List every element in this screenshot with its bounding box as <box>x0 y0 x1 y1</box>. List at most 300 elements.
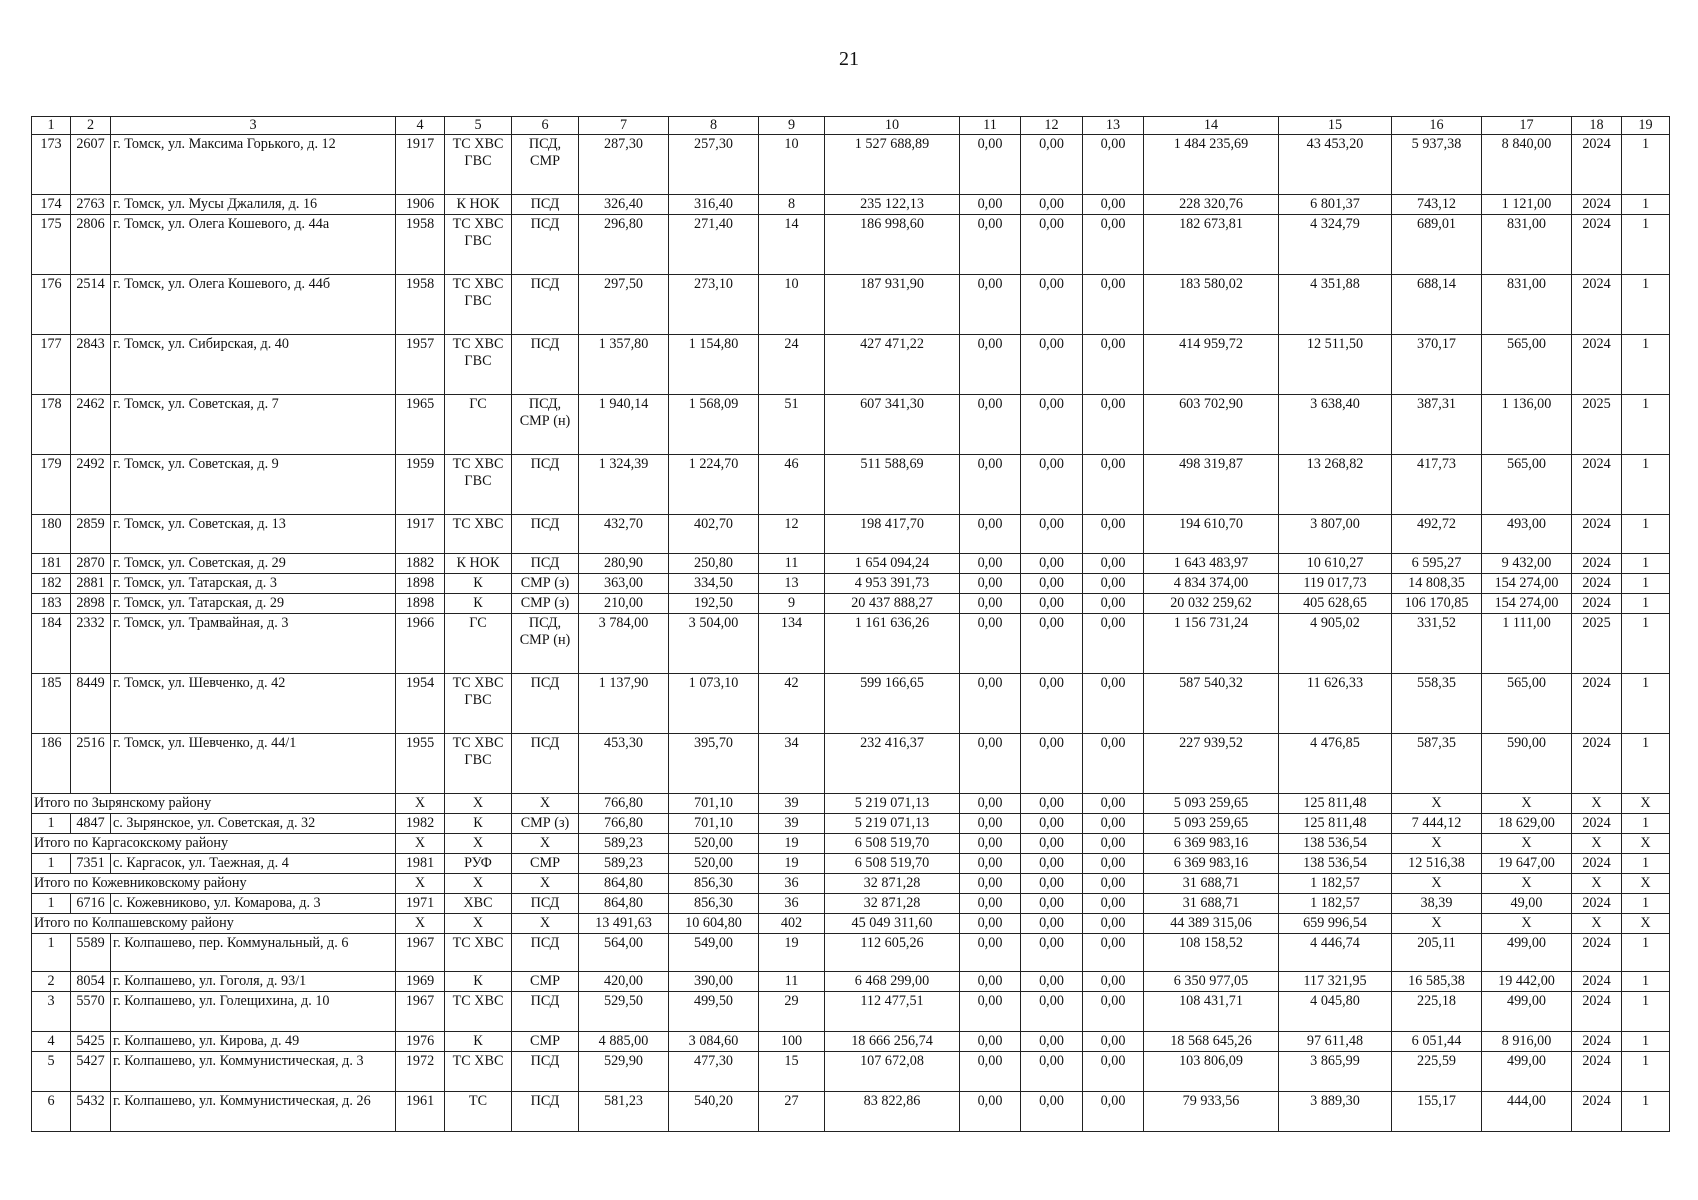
cell-col-11: 0,00 <box>960 972 1021 992</box>
cell-col-4: 1967 <box>396 934 445 972</box>
district-total-label: Итого по Зырянскому району <box>32 794 396 814</box>
column-number-13: 13 <box>1083 117 1144 135</box>
cell-col-18: 2024 <box>1572 734 1622 794</box>
cell-col-7: 529,90 <box>579 1052 669 1092</box>
cell-col-8: 402,70 <box>669 515 759 554</box>
column-number-9: 9 <box>759 117 825 135</box>
cell-col-18: 2024 <box>1572 195 1622 215</box>
cell-col-9: 34 <box>759 734 825 794</box>
cell-col-15: 12 511,50 <box>1279 335 1392 395</box>
cell-col-9: 19 <box>759 854 825 874</box>
district-total-row <box>32 874 1670 894</box>
cell-col-18: 2024 <box>1572 335 1622 395</box>
cell-col-13: 0,00 <box>1083 992 1144 1032</box>
cell-col-16: X <box>1392 794 1482 814</box>
cell-col-2: 5589 <box>71 934 111 972</box>
cell-col-6: ПСД, СМР (н) <box>512 614 579 674</box>
cell-col-4: 1981 <box>396 854 445 874</box>
cell-col-16: 689,01 <box>1392 215 1482 275</box>
cell-col-16: 370,17 <box>1392 335 1482 395</box>
cell-col-5: ТС ХВС ГВС <box>445 135 512 195</box>
cell-col-7: 296,80 <box>579 215 669 275</box>
cell-col-4: 1958 <box>396 215 445 275</box>
cell-col-15: 117 321,95 <box>1279 972 1392 992</box>
cell-col-1: 1 <box>32 854 71 874</box>
cell-col-12: 0,00 <box>1021 275 1083 335</box>
cell-col-15: 1 182,57 <box>1279 874 1392 894</box>
cell-col-17: X <box>1482 914 1572 934</box>
table-header <box>32 117 1670 135</box>
cell-col-17: 565,00 <box>1482 455 1572 515</box>
cell-col-2: 2843 <box>71 335 111 395</box>
cell-col-9: 11 <box>759 554 825 574</box>
cell-col-13: 0,00 <box>1083 972 1144 992</box>
cell-col-2: 4847 <box>71 814 111 834</box>
cell-col-16: X <box>1392 914 1482 934</box>
cell-col-19: 1 <box>1622 135 1670 195</box>
cell-col-14: 44 389 315,06 <box>1144 914 1279 934</box>
cell-col-9: 24 <box>759 335 825 395</box>
cell-col-8: 250,80 <box>669 554 759 574</box>
cell-col-9: 36 <box>759 874 825 894</box>
cell-col-11: 0,00 <box>960 934 1021 972</box>
cell-col-17: 1 121,00 <box>1482 195 1572 215</box>
cell-col-4: X <box>396 834 445 854</box>
cell-col-1: 184 <box>32 614 71 674</box>
cell-col-19: 1 <box>1622 395 1670 455</box>
cell-col-4: 1965 <box>396 395 445 455</box>
cell-col-3: г. Колпашево, ул. Гоголя, д. 93/1 <box>111 972 396 992</box>
column-number-14: 14 <box>1144 117 1279 135</box>
cell-col-9: 39 <box>759 814 825 834</box>
table-row <box>32 972 1670 992</box>
cell-col-12: 0,00 <box>1021 834 1083 854</box>
cell-col-4: 1917 <box>396 515 445 554</box>
cell-col-9: 134 <box>759 614 825 674</box>
cell-col-15: 3 889,30 <box>1279 1092 1392 1132</box>
page-number: 21 <box>839 48 859 70</box>
cell-col-16: 225,59 <box>1392 1052 1482 1092</box>
cell-col-7: 589,23 <box>579 854 669 874</box>
cell-col-12: 0,00 <box>1021 914 1083 934</box>
cell-col-1: 4 <box>32 1032 71 1052</box>
cell-col-19: 1 <box>1622 1052 1670 1092</box>
cell-col-15: 4 351,88 <box>1279 275 1392 335</box>
cell-col-14: 5 093 259,65 <box>1144 794 1279 814</box>
cell-col-5: ТС ХВС <box>445 1052 512 1092</box>
cell-col-5: X <box>445 914 512 934</box>
cell-col-13: 0,00 <box>1083 195 1144 215</box>
cell-col-12: 0,00 <box>1021 335 1083 395</box>
cell-col-5: X <box>445 834 512 854</box>
cell-col-14: 228 320,76 <box>1144 195 1279 215</box>
column-number-5: 5 <box>445 117 512 135</box>
cell-col-14: 103 806,09 <box>1144 1052 1279 1092</box>
cell-col-11: 0,00 <box>960 1052 1021 1092</box>
cell-col-17: 1 136,00 <box>1482 395 1572 455</box>
cell-col-9: 402 <box>759 914 825 934</box>
cell-col-6: ПСД <box>512 1092 579 1132</box>
cell-col-15: 4 324,79 <box>1279 215 1392 275</box>
cell-col-11: 0,00 <box>960 594 1021 614</box>
cell-col-7: 280,90 <box>579 554 669 574</box>
cell-col-6: X <box>512 834 579 854</box>
column-number-6: 6 <box>512 117 579 135</box>
table-row <box>32 992 1670 1032</box>
cell-col-7: 3 784,00 <box>579 614 669 674</box>
cell-col-18: 2024 <box>1572 275 1622 335</box>
cell-col-16: 7 444,12 <box>1392 814 1482 834</box>
cell-col-14: 4 834 374,00 <box>1144 574 1279 594</box>
cell-col-7: 864,80 <box>579 894 669 914</box>
cell-col-11: 0,00 <box>960 674 1021 734</box>
cell-col-8: 10 604,80 <box>669 914 759 934</box>
cell-col-13: 0,00 <box>1083 1032 1144 1052</box>
cell-col-15: 125 811,48 <box>1279 814 1392 834</box>
cell-col-8: 3 504,00 <box>669 614 759 674</box>
cell-col-18: 2024 <box>1572 814 1622 834</box>
district-total-label: Итого по Колпашевскому району <box>32 914 396 934</box>
cell-col-10: 232 416,37 <box>825 734 960 794</box>
table-row <box>32 395 1670 455</box>
cell-col-17: 1 111,00 <box>1482 614 1572 674</box>
cell-col-8: 271,40 <box>669 215 759 275</box>
table-row <box>32 515 1670 554</box>
cell-col-17: 18 629,00 <box>1482 814 1572 834</box>
table-row <box>32 135 1670 195</box>
cell-col-13: 0,00 <box>1083 814 1144 834</box>
cell-col-11: 0,00 <box>960 215 1021 275</box>
cell-col-12: 0,00 <box>1021 992 1083 1032</box>
cell-col-2: 2859 <box>71 515 111 554</box>
cell-col-10: 1 527 688,89 <box>825 135 960 195</box>
table-row <box>32 195 1670 215</box>
cell-col-15: 4 045,80 <box>1279 992 1392 1032</box>
cell-col-18: 2024 <box>1572 215 1622 275</box>
cell-col-17: 493,00 <box>1482 515 1572 554</box>
cell-col-9: 8 <box>759 195 825 215</box>
cell-col-2: 2332 <box>71 614 111 674</box>
cell-col-14: 6 369 983,16 <box>1144 854 1279 874</box>
cell-col-1: 179 <box>32 455 71 515</box>
cell-col-16: 417,73 <box>1392 455 1482 515</box>
cell-col-16: 688,14 <box>1392 275 1482 335</box>
cell-col-12: 0,00 <box>1021 1092 1083 1132</box>
column-number-10: 10 <box>825 117 960 135</box>
cell-col-12: 0,00 <box>1021 934 1083 972</box>
cell-col-8: 1 154,80 <box>669 335 759 395</box>
table-row <box>32 215 1670 275</box>
cell-col-2: 5570 <box>71 992 111 1032</box>
cell-col-9: 14 <box>759 215 825 275</box>
cell-col-11: 0,00 <box>960 1092 1021 1132</box>
cell-col-14: 20 032 259,62 <box>1144 594 1279 614</box>
district-total-row <box>32 914 1670 934</box>
cell-col-14: 18 568 645,26 <box>1144 1032 1279 1052</box>
cell-col-9: 100 <box>759 1032 825 1052</box>
cell-col-11: 0,00 <box>960 614 1021 674</box>
cell-col-2: 8449 <box>71 674 111 734</box>
cell-col-13: 0,00 <box>1083 674 1144 734</box>
cell-col-19: 1 <box>1622 674 1670 734</box>
cell-col-19: 1 <box>1622 734 1670 794</box>
cell-col-18: 2024 <box>1572 1032 1622 1052</box>
cell-col-3: г. Томск, ул. Татарская, д. 3 <box>111 574 396 594</box>
cell-col-12: 0,00 <box>1021 734 1083 794</box>
cell-col-17: 499,00 <box>1482 992 1572 1032</box>
cell-col-19: 1 <box>1622 515 1670 554</box>
cell-col-16: 6 595,27 <box>1392 554 1482 574</box>
cell-col-9: 13 <box>759 574 825 594</box>
cell-col-5: ТС ХВС ГВС <box>445 275 512 335</box>
table-row <box>32 814 1670 834</box>
cell-col-18: 2024 <box>1572 972 1622 992</box>
cell-col-6: ПСД <box>512 554 579 574</box>
cell-col-9: 19 <box>759 934 825 972</box>
cell-col-10: 18 666 256,74 <box>825 1032 960 1052</box>
cell-col-2: 2607 <box>71 135 111 195</box>
table-row <box>32 1052 1670 1092</box>
district-total-row <box>32 834 1670 854</box>
cell-col-18: 2024 <box>1572 135 1622 195</box>
cell-col-14: 183 580,02 <box>1144 275 1279 335</box>
table-row <box>32 275 1670 335</box>
district-total-row <box>32 794 1670 814</box>
table-row <box>32 934 1670 972</box>
cell-col-3: с. Кожевниково, ул. Комарова, д. 3 <box>111 894 396 914</box>
column-number-19: 19 <box>1622 117 1670 135</box>
cell-col-15: 405 628,65 <box>1279 594 1392 614</box>
cell-col-3: г. Колпашево, ул. Коммунистическая, д. 3 <box>111 1052 396 1092</box>
cell-col-1: 173 <box>32 135 71 195</box>
cell-col-13: 0,00 <box>1083 854 1144 874</box>
cell-col-8: 1 224,70 <box>669 455 759 515</box>
cell-col-10: 5 219 071,13 <box>825 794 960 814</box>
cell-col-1: 1 <box>32 894 71 914</box>
cell-col-9: 15 <box>759 1052 825 1092</box>
cell-col-11: 0,00 <box>960 515 1021 554</box>
table-row <box>32 554 1670 574</box>
cell-col-6: ПСД <box>512 734 579 794</box>
cell-col-17: 49,00 <box>1482 894 1572 914</box>
cell-col-10: 235 122,13 <box>825 195 960 215</box>
cell-col-17: 154 274,00 <box>1482 594 1572 614</box>
cell-col-17: 499,00 <box>1482 934 1572 972</box>
cell-col-2: 2763 <box>71 195 111 215</box>
cell-col-15: 3 865,99 <box>1279 1052 1392 1092</box>
cell-col-18: 2024 <box>1572 554 1622 574</box>
cell-col-10: 198 417,70 <box>825 515 960 554</box>
column-number-17: 17 <box>1482 117 1572 135</box>
cell-col-1: 2 <box>32 972 71 992</box>
cell-col-2: 2881 <box>71 574 111 594</box>
column-number-4: 4 <box>396 117 445 135</box>
cell-col-17: X <box>1482 874 1572 894</box>
cell-col-13: 0,00 <box>1083 1052 1144 1092</box>
cell-col-12: 0,00 <box>1021 515 1083 554</box>
cell-col-1: 185 <box>32 674 71 734</box>
cell-col-4: 1972 <box>396 1052 445 1092</box>
cell-col-7: 1 357,80 <box>579 335 669 395</box>
cell-col-13: 0,00 <box>1083 275 1144 335</box>
cell-col-8: 549,00 <box>669 934 759 972</box>
cell-col-7: 766,80 <box>579 814 669 834</box>
cell-col-12: 0,00 <box>1021 1052 1083 1092</box>
cell-col-10: 45 049 311,60 <box>825 914 960 934</box>
cell-col-6: ПСД <box>512 275 579 335</box>
cell-col-9: 46 <box>759 455 825 515</box>
cell-col-1: 174 <box>32 195 71 215</box>
cell-col-16: 38,39 <box>1392 894 1482 914</box>
table-row <box>32 1032 1670 1052</box>
column-number-15: 15 <box>1279 117 1392 135</box>
cell-col-5: ТС ХВС ГВС <box>445 335 512 395</box>
cell-col-9: 42 <box>759 674 825 734</box>
cell-col-12: 0,00 <box>1021 1032 1083 1052</box>
cell-col-1: 183 <box>32 594 71 614</box>
cell-col-16: 155,17 <box>1392 1092 1482 1132</box>
cell-col-18: 2024 <box>1572 1052 1622 1092</box>
cell-col-14: 79 933,56 <box>1144 1092 1279 1132</box>
cell-col-17: X <box>1482 794 1572 814</box>
cell-col-8: 334,50 <box>669 574 759 594</box>
cell-col-17: 19 647,00 <box>1482 854 1572 874</box>
cell-col-19: 1 <box>1622 894 1670 914</box>
cell-col-5: К <box>445 972 512 992</box>
cell-col-1: 176 <box>32 275 71 335</box>
cell-col-5: X <box>445 874 512 894</box>
cell-col-12: 0,00 <box>1021 554 1083 574</box>
cell-col-16: 587,35 <box>1392 734 1482 794</box>
cell-col-10: 112 605,26 <box>825 934 960 972</box>
cell-col-7: 564,00 <box>579 934 669 972</box>
cell-col-7: 326,40 <box>579 195 669 215</box>
cell-col-5: X <box>445 794 512 814</box>
cell-col-7: 589,23 <box>579 834 669 854</box>
cell-col-19: X <box>1622 914 1670 934</box>
cell-col-15: 119 017,73 <box>1279 574 1392 594</box>
cell-col-1: 5 <box>32 1052 71 1092</box>
cell-col-10: 427 471,22 <box>825 335 960 395</box>
cell-col-19: 1 <box>1622 554 1670 574</box>
cell-col-10: 599 166,65 <box>825 674 960 734</box>
cell-col-3: г. Колпашево, пер. Коммунальный, д. 6 <box>111 934 396 972</box>
cell-col-14: 414 959,72 <box>1144 335 1279 395</box>
cell-col-11: 0,00 <box>960 834 1021 854</box>
cell-col-19: 1 <box>1622 814 1670 834</box>
cell-col-1: 175 <box>32 215 71 275</box>
cell-col-9: 27 <box>759 1092 825 1132</box>
cell-col-10: 186 998,60 <box>825 215 960 275</box>
cell-col-8: 316,40 <box>669 195 759 215</box>
cell-col-6: СМР <box>512 972 579 992</box>
cell-col-14: 498 319,87 <box>1144 455 1279 515</box>
cell-col-2: 5425 <box>71 1032 111 1052</box>
cell-col-16: 387,31 <box>1392 395 1482 455</box>
cell-col-18: 2024 <box>1572 515 1622 554</box>
cell-col-17: 831,00 <box>1482 215 1572 275</box>
cell-col-12: 0,00 <box>1021 614 1083 674</box>
column-number-18: 18 <box>1572 117 1622 135</box>
cell-col-18: 2025 <box>1572 395 1622 455</box>
cell-col-19: 1 <box>1622 594 1670 614</box>
cell-col-4: 1982 <box>396 814 445 834</box>
cell-col-1: 177 <box>32 335 71 395</box>
cell-col-10: 6 508 519,70 <box>825 854 960 874</box>
cell-col-3: г. Томск, ул. Сибирская, д. 40 <box>111 335 396 395</box>
cell-col-13: 0,00 <box>1083 574 1144 594</box>
cell-col-2: 8054 <box>71 972 111 992</box>
cell-col-4: 1917 <box>396 135 445 195</box>
cell-col-3: г. Томск, ул. Советская, д. 29 <box>111 554 396 574</box>
cell-col-3: г. Томск, ул. Трамвайная, д. 3 <box>111 614 396 674</box>
cell-col-12: 0,00 <box>1021 972 1083 992</box>
table-row <box>32 335 1670 395</box>
column-number-2: 2 <box>71 117 111 135</box>
cell-col-2: 2462 <box>71 395 111 455</box>
cell-col-10: 6 468 299,00 <box>825 972 960 992</box>
cell-col-1: 1 <box>32 814 71 834</box>
cell-col-19: 1 <box>1622 992 1670 1032</box>
column-number-row <box>32 117 1670 135</box>
cell-col-14: 6 350 977,05 <box>1144 972 1279 992</box>
cell-col-7: 529,50 <box>579 992 669 1032</box>
cell-col-1: 3 <box>32 992 71 1032</box>
cell-col-5: ТС <box>445 1092 512 1132</box>
cell-col-15: 3 638,40 <box>1279 395 1392 455</box>
table-row <box>32 894 1670 914</box>
cell-col-4: 1976 <box>396 1032 445 1052</box>
cell-col-2: 2870 <box>71 554 111 574</box>
cell-col-6: ПСД <box>512 934 579 972</box>
cell-col-14: 31 688,71 <box>1144 874 1279 894</box>
cell-col-4: X <box>396 874 445 894</box>
cell-col-12: 0,00 <box>1021 135 1083 195</box>
cell-col-1: 178 <box>32 395 71 455</box>
cell-col-19: 1 <box>1622 1092 1670 1132</box>
cell-col-5: ТС ХВС <box>445 934 512 972</box>
cell-col-8: 701,10 <box>669 794 759 814</box>
cell-col-17: 8 840,00 <box>1482 135 1572 195</box>
cell-col-1: 186 <box>32 734 71 794</box>
cell-col-16: 492,72 <box>1392 515 1482 554</box>
cell-col-11: 0,00 <box>960 1032 1021 1052</box>
cell-col-9: 29 <box>759 992 825 1032</box>
cell-col-14: 5 093 259,65 <box>1144 814 1279 834</box>
cell-col-7: 287,30 <box>579 135 669 195</box>
cell-col-6: СМР (з) <box>512 594 579 614</box>
cell-col-7: 210,00 <box>579 594 669 614</box>
cell-col-2: 6716 <box>71 894 111 914</box>
cell-col-3: г. Томск, ул. Советская, д. 7 <box>111 395 396 455</box>
cell-col-13: 0,00 <box>1083 934 1144 972</box>
cell-col-12: 0,00 <box>1021 894 1083 914</box>
cell-col-14: 1 156 731,24 <box>1144 614 1279 674</box>
cell-col-8: 520,00 <box>669 834 759 854</box>
cell-col-13: 0,00 <box>1083 515 1144 554</box>
cell-col-16: 331,52 <box>1392 614 1482 674</box>
cell-col-12: 0,00 <box>1021 395 1083 455</box>
cell-col-3: г. Томск, ул. Советская, д. 13 <box>111 515 396 554</box>
cell-col-7: 864,80 <box>579 874 669 894</box>
cell-col-3: г. Томск, ул. Советская, д. 9 <box>111 455 396 515</box>
cell-col-11: 0,00 <box>960 335 1021 395</box>
cell-col-13: 0,00 <box>1083 834 1144 854</box>
cell-col-5: ТС ХВС <box>445 515 512 554</box>
cell-col-16: 205,11 <box>1392 934 1482 972</box>
cell-col-18: 2024 <box>1572 992 1622 1032</box>
cell-col-15: 43 453,20 <box>1279 135 1392 195</box>
